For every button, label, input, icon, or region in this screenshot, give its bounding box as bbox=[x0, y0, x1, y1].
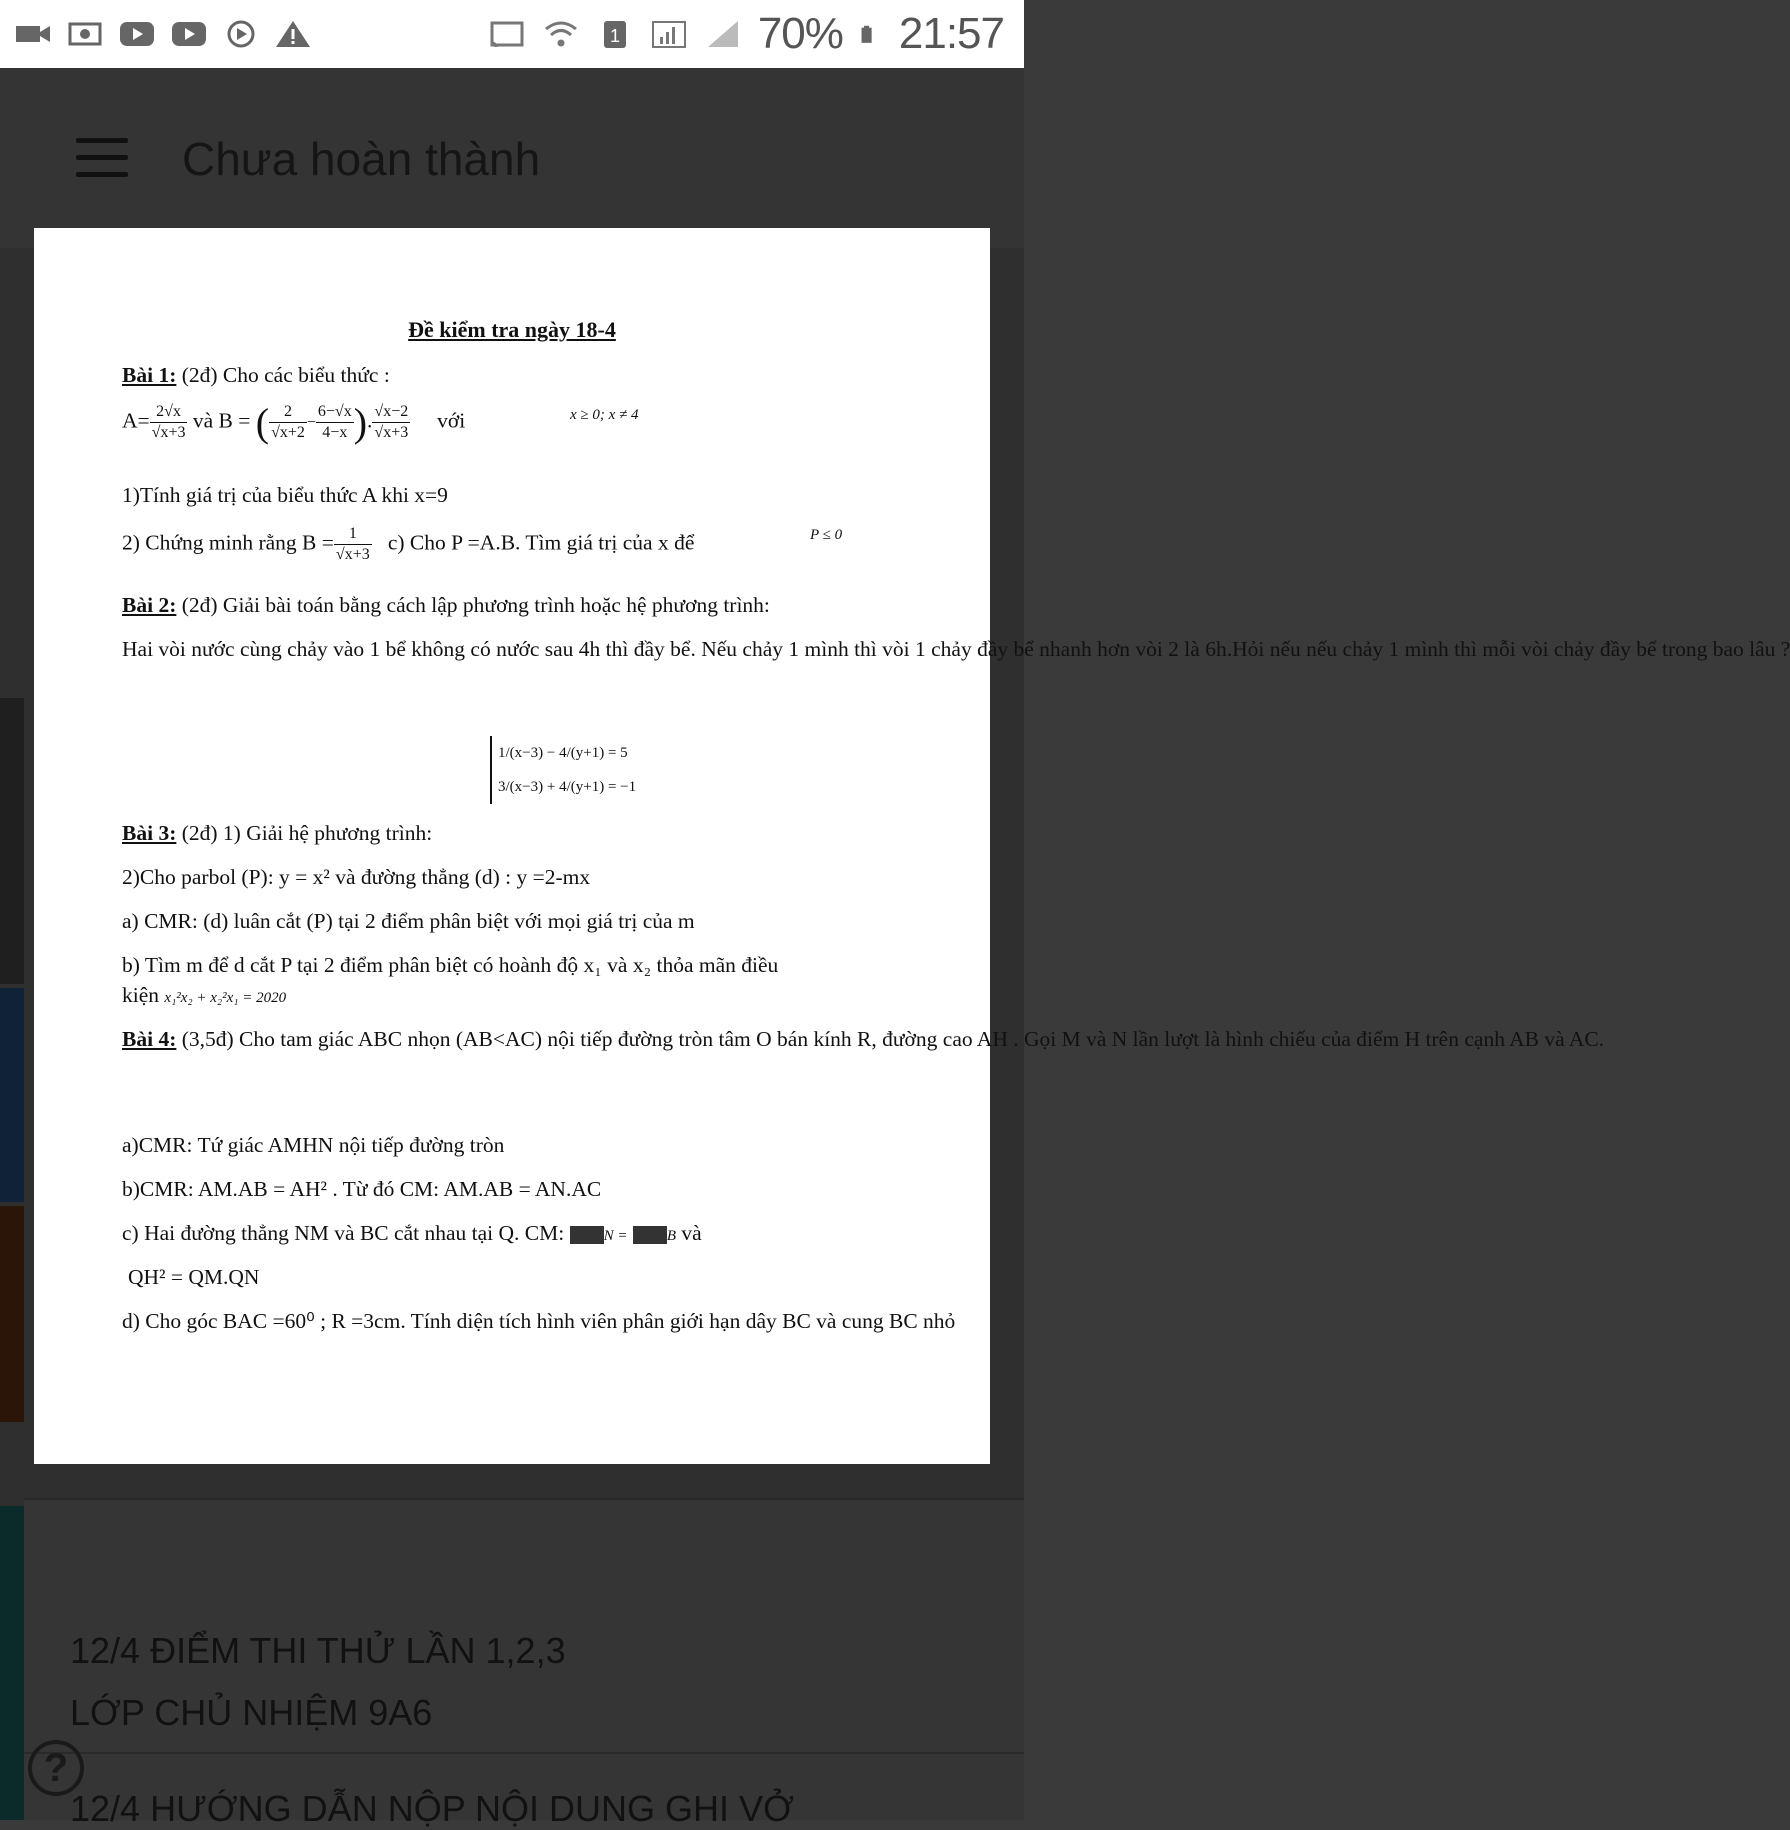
notification-icons bbox=[14, 14, 312, 54]
wifi-icon bbox=[542, 19, 580, 49]
signal-empty-icon bbox=[704, 19, 742, 49]
youtube-icon bbox=[118, 19, 156, 49]
bai3-question-a: a) CMR: (d) luân cắt (P) tại 2 điểm phân biệt với mọi giá trị của m bbox=[122, 909, 695, 933]
clock: 21:57 bbox=[898, 9, 1004, 58]
warning-icon bbox=[274, 19, 312, 49]
list-item-title[interactable]: 12/4 HƯỚNG DẪN NỘP NỘI DUNG GHI VỞ bbox=[70, 1788, 794, 1829]
card-stripe bbox=[0, 988, 24, 1202]
battery-icon bbox=[859, 19, 883, 49]
sim-1-icon bbox=[596, 19, 634, 49]
bai1-header: Bài 1: (2đ) Cho các biểu thức : bbox=[122, 363, 390, 387]
battery-percent: 70% bbox=[757, 9, 843, 58]
svg-text:1: 1 bbox=[609, 26, 620, 46]
bai1-question-2-condition: P ≤ 0 bbox=[810, 527, 843, 543]
card-stripe bbox=[0, 698, 24, 984]
bai4-header: Bài 4: (3,5đ) Cho tam giác ABC nhọn (AB<AC) nội tiếp đường tròn tâm O bán kính R, đường cao AH . Gọi M và N lần lượt là hình chiếu của điểm H trên cạnh AB và AC. bbox=[122, 1027, 1605, 1051]
youtube-icon-2 bbox=[170, 19, 208, 49]
status-bar bbox=[0, 0, 1024, 68]
bai1-expression: A= $\frac{2√x}{√x+3}$ và B = ( $\frac{2}{√x+2}$ − $\frac{6-√x}{4-x}$ ). $\frac{√x-2}{√x+3}$ với bbox=[122, 400, 466, 445]
menu-icon[interactable] bbox=[76, 138, 128, 178]
bai3-system: 1/(x−3) − 4/(y+1) = 5 3/(x−3) + 4/(y+1) = −1 bbox=[490, 736, 690, 804]
page-title: Chưa hoàn thành bbox=[182, 133, 541, 185]
topic-list bbox=[24, 1498, 1024, 1829]
bai3-header: Bài 3: (2đ) 1) Giải hệ phương trình: bbox=[122, 821, 433, 845]
app-toolbar bbox=[0, 68, 1024, 248]
video-camera-icon bbox=[14, 19, 52, 49]
divider bbox=[24, 1498, 1024, 1500]
bai4-question-c: c) Hai đường thẳng NM và BC cắt nhau tại Q. CM: N = B và bbox=[122, 1221, 702, 1245]
bai4-question-a: a)CMR: Tứ giác AMHN nội tiếp đường tròn bbox=[122, 1133, 505, 1157]
signal-icon bbox=[650, 19, 688, 49]
bai4-question-c-2: QH² = QM.QN bbox=[128, 1265, 260, 1289]
bai3-question-b-condition: kiện x₁²x₂ + x₂²x₁ = 2020 bbox=[122, 983, 287, 1007]
bai1-question-1: 1)Tính giá trị của biểu thức A khi x=9 bbox=[122, 483, 448, 507]
bai2-header: Bài 2: (2đ) Giải bài toán bằng cách lập phương trình hoặc hệ phương trình: bbox=[122, 593, 770, 617]
screen-record-icon bbox=[222, 19, 260, 49]
mail-icon bbox=[66, 19, 104, 49]
bai4-question-d: d) Cho góc BAC =60⁰ ; R =3cm. Tính diện tích hình viên phân giới hạn dây BC và cung BC nhỏ bbox=[122, 1309, 956, 1333]
bai2-body: Hai vòi nước cùng chảy vào 1 bể không có nước sau 4h thì đầy bể. Nếu chảy 1 mình thì vòi 1 chảy đầy bể nhanh hơn vòi 2 là 6h.Hỏi nếu nếu chảy 1 mình thì mỗi vòi chảy đầy bể trong bao lâu ? bbox=[122, 637, 1790, 661]
bai4-question-b: b)CMR: AM.AB = AH² . Từ đó CM: AM.AB = AN.AC bbox=[122, 1177, 602, 1201]
bai1-question-2: 2) Chứng minh rằng B = $\frac{1}{√x+3}$ c) Cho P =A.B. Tìm giá trị của x để bbox=[122, 525, 695, 563]
document-title: Đề kiểm tra ngày 18-4 bbox=[408, 317, 616, 342]
document-image[interactable] bbox=[34, 228, 1790, 1464]
card-stripe bbox=[0, 1506, 24, 1820]
bai3-question-2: 2)Cho parbol (P): y = x² và đường thẳng (d) : y =2-mx bbox=[122, 865, 591, 889]
bai1-condition: x ≥ 0; x ≠ 4 bbox=[570, 407, 639, 423]
garbled-glyph bbox=[570, 1226, 604, 1244]
card-stripe bbox=[0, 1206, 24, 1422]
divider bbox=[24, 1752, 1024, 1754]
system-icons bbox=[488, 10, 1004, 58]
bai3-question-b: b) Tìm m để d cắt P tại 2 điểm phân biệt có hoành độ x₁ và x₂ thỏa mãn điều bbox=[122, 953, 779, 977]
cast-icon bbox=[488, 19, 526, 49]
list-item-title[interactable]: 12/4 ĐIỂM THI THỬ LẦN 1,2,3 bbox=[70, 1630, 566, 1671]
garbled-glyph bbox=[633, 1226, 667, 1244]
list-item-subtitle: LỚP CHỦ NHIỆM 9A6 bbox=[70, 1692, 433, 1733]
help-icon[interactable]: ? bbox=[28, 1740, 84, 1796]
